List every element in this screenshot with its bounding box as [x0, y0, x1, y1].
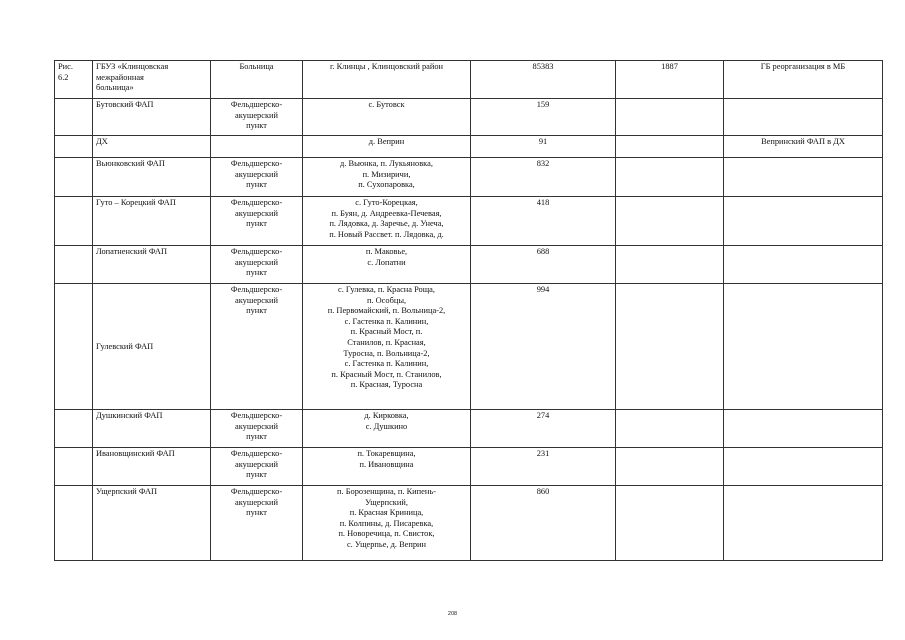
facility-name-cell: Вьюнковский ФАП [93, 158, 211, 197]
population-cell: 231 [471, 448, 616, 486]
location-cell: п. Маковье, с. Лопатни [303, 246, 471, 284]
capacity-cell [616, 448, 724, 486]
table-row [55, 136, 883, 158]
facility-type-cell: Фельдшерско- акушерский пункт [211, 284, 303, 410]
facility-type-cell: Фельдшерско- акушерский пункт [211, 246, 303, 284]
facility-type-cell: Фельдшерско- акушерский пункт [211, 448, 303, 486]
table-row [55, 448, 883, 486]
population-cell: 91 [471, 136, 616, 158]
empty-cell [55, 197, 93, 246]
table-row [55, 158, 883, 197]
note-cell [724, 158, 883, 197]
facility-name-cell: Бутовский ФАП [93, 99, 211, 136]
location-cell: п. Токаревщина, п. Ивановщина [303, 448, 471, 486]
capacity-cell [616, 158, 724, 197]
page-number: 208 [447, 611, 458, 617]
population-cell: 85383 [471, 61, 616, 99]
note-cell [724, 448, 883, 486]
note-cell [724, 486, 883, 561]
facility-type-cell: Фельдшерско- акушерский пункт [211, 158, 303, 197]
facility-name-cell: Ущерпский ФАП [93, 486, 211, 561]
location-cell: д. Кирковка, с. Душкино [303, 410, 471, 448]
empty-cell [55, 410, 93, 448]
capacity-cell [616, 136, 724, 158]
empty-cell [55, 158, 93, 197]
table-row [55, 99, 883, 136]
note-cell [724, 410, 883, 448]
facility-type-cell: Фельдшерско- акушерский пункт [211, 410, 303, 448]
population-cell: 860 [471, 486, 616, 561]
location-cell: г. Клинцы , Клинцовский район [303, 61, 471, 99]
capacity-cell [616, 284, 724, 410]
empty-cell [55, 246, 93, 284]
note-cell: ГБ реорганизация в МБ [724, 61, 883, 99]
facility-name-cell: ДХ [93, 136, 211, 158]
table-row [55, 410, 883, 448]
population-cell: 994 [471, 284, 616, 410]
organization-cell: ГБУЗ «Клинцовская межрайонная больница» [93, 61, 211, 99]
facility-name-cell: Душкинский ФАП [93, 410, 211, 448]
facility-name-cell: Ивановщинский ФАП [93, 448, 211, 486]
capacity-cell [616, 410, 724, 448]
figure-cell: Рис. 6.2 [55, 61, 93, 99]
note-cell [724, 284, 883, 410]
facility-type-cell [211, 136, 303, 158]
note-cell [724, 99, 883, 136]
table-row-hospital [55, 61, 883, 99]
capacity-cell [616, 197, 724, 246]
location-cell: д. Веприн [303, 136, 471, 158]
empty-cell [55, 448, 93, 486]
population-cell: 274 [471, 410, 616, 448]
empty-cell [55, 486, 93, 561]
capacity-cell [616, 486, 724, 561]
empty-cell [55, 99, 93, 136]
location-cell: с. Бутовск [303, 99, 471, 136]
facility-type-cell: Фельдшерско- акушерский пункт [211, 486, 303, 561]
facility-name-cell: Лопатненский ФАП [93, 246, 211, 284]
location-cell: д. Вьюнка, п. Лукьяновка, п. Мизиричи, п. Сухопаровка, [303, 158, 471, 197]
table-row [55, 284, 883, 410]
population-cell: 418 [471, 197, 616, 246]
facility-table [54, 60, 883, 561]
empty-cell [55, 136, 93, 158]
capacity-cell [616, 246, 724, 284]
table-row [55, 197, 883, 246]
note-cell [724, 197, 883, 246]
facility-type-cell: Фельдшерско- акушерский пункт [211, 99, 303, 136]
location-cell: п. Борозенщина, п. Кипень- Ущерпский, п. Красная Криница, п. Колпины, д. Писаревка, п. Новоречица, п. Свисток, с. Ущерпье, д. Веприн [303, 486, 471, 561]
empty-cell [55, 284, 93, 410]
facility-type-cell: Больница [211, 61, 303, 99]
location-cell: с. Гулевка, п. Красна Роща, п. Особцы, п. Первомайский, п. Вольница-2, с. Гастенка п. Калинин, п. Красный Мост, п. Станилов, п. Красная, Туросна, п. Вольница-2, с. Гастенка п. Калинин, п. Красный Мост, п. Станилов, п. Красная, Туросна [303, 284, 471, 410]
population-cell: 688 [471, 246, 616, 284]
table-row [55, 486, 883, 561]
facility-type-cell: Фельдшерско- акушерский пункт [211, 197, 303, 246]
population-cell: 159 [471, 99, 616, 136]
location-cell: с. Гуто-Корецкая, п. Буян, д. Андреевка-Печевая, п. Лядовка, д. Заречье, д. Унеча, п. Новый Рассвет. п. Лядовка, д. [303, 197, 471, 246]
table-row [55, 246, 883, 284]
facility-name-cell: Гуто – Корецкий ФАП [93, 197, 211, 246]
population-cell: 832 [471, 158, 616, 197]
note-cell [724, 246, 883, 284]
capacity-cell [616, 99, 724, 136]
facility-name-cell: Гулевский ФАП [93, 284, 211, 410]
note-cell: Вепринский ФАП в ДХ [724, 136, 883, 158]
capacity-cell: 1887 [616, 61, 724, 99]
